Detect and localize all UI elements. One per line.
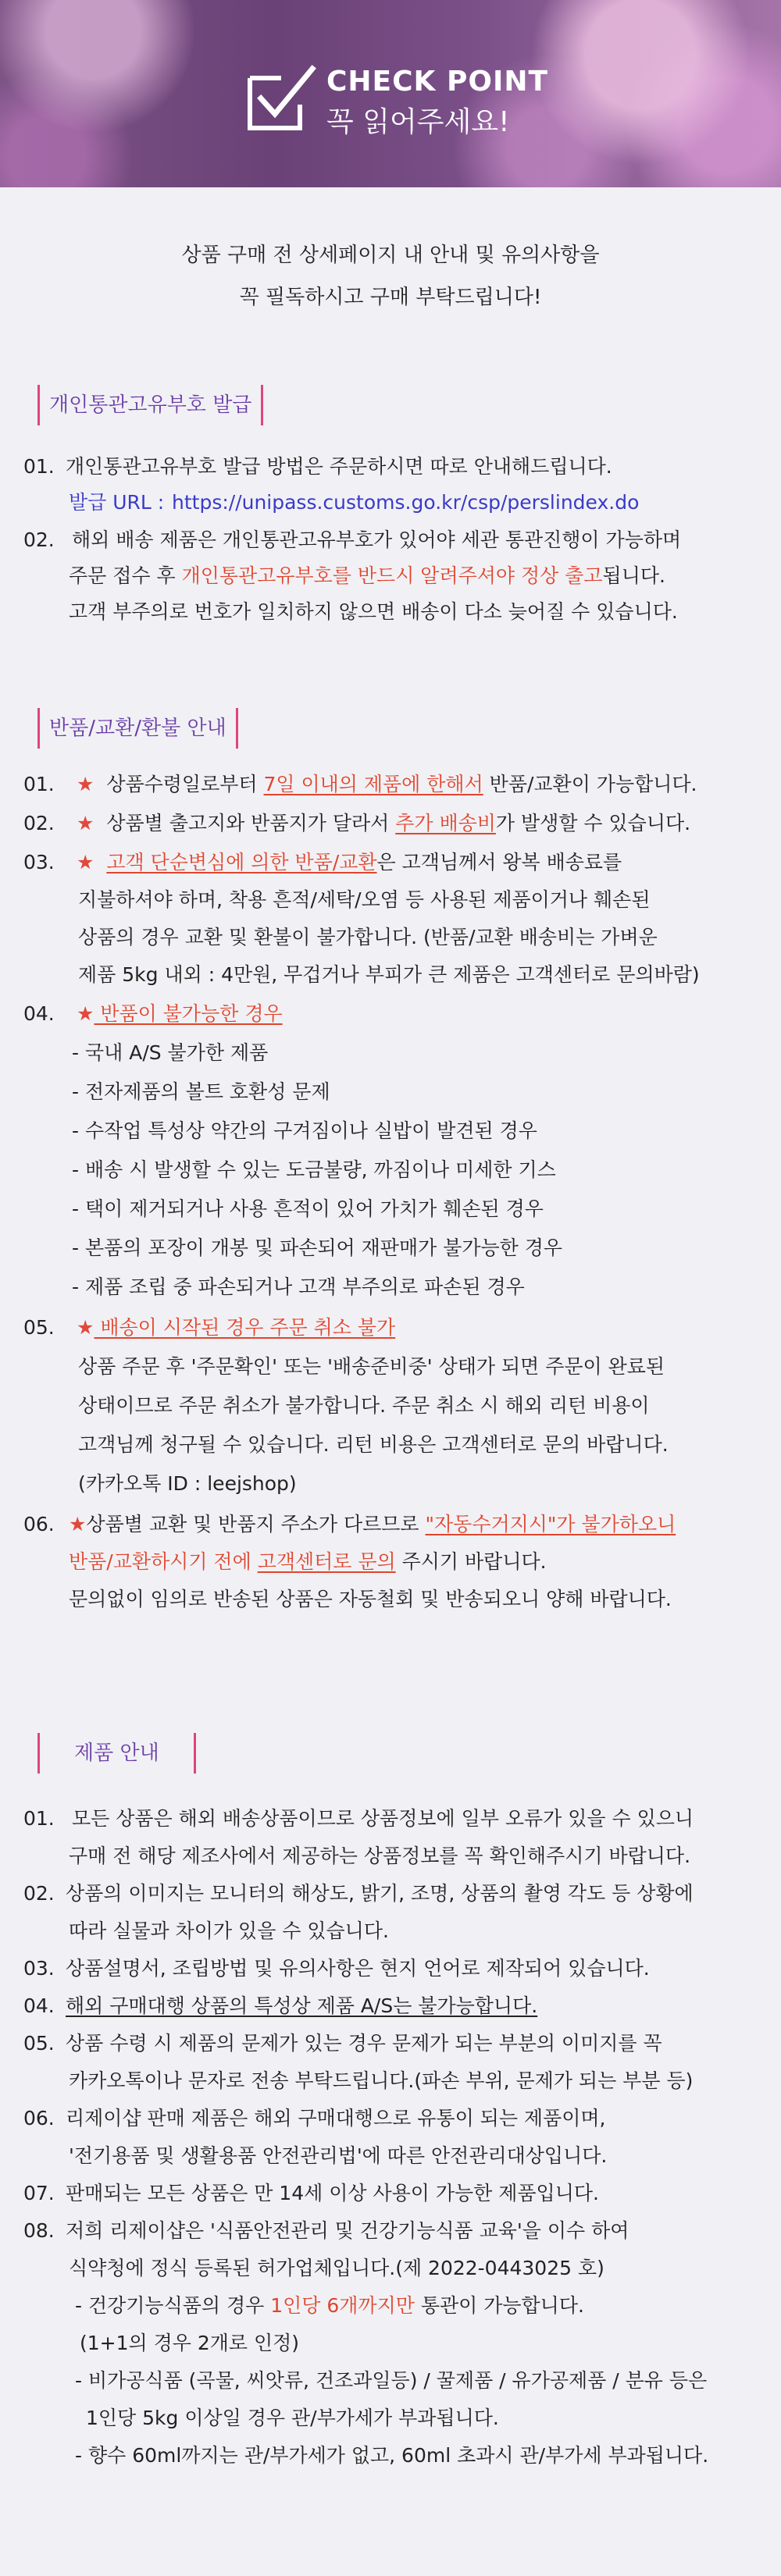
highlight-text: 반품이 불가능한 경우 xyxy=(94,1002,283,1025)
check-point-banner xyxy=(0,0,781,187)
intro-text xyxy=(0,234,781,318)
intro-line-1: 상품 구매 전 상세페이지 내 안내 및 유의사항을 xyxy=(181,244,600,267)
star-icon: ★ xyxy=(77,773,95,795)
section-title-customs-code: 개인통관고유부호 발급 xyxy=(37,385,263,425)
star-icon: ★ xyxy=(77,851,95,873)
star-icon: ★ xyxy=(77,1316,95,1339)
highlight-text: 배송이 시작된 경우 주문 취소 불가 xyxy=(94,1316,396,1339)
highlight-text: 고객 단순변심에 의한 반품/교환 xyxy=(106,851,377,873)
highlight-text: 추가 배송비 xyxy=(395,812,496,834)
banner-title: CHECK POINT xyxy=(326,66,549,98)
star-icon: ★ xyxy=(77,812,95,834)
section-title-product-info: 제품 안내 xyxy=(37,1733,196,1774)
highlight-text: 고객센터로 문의 xyxy=(257,1550,396,1573)
star-icon: ★ xyxy=(77,1002,95,1025)
star-icon: ★ xyxy=(69,1513,87,1535)
highlight-text: 개인통관고유부호를 반드시 알려주셔야 정상 출고 xyxy=(181,564,603,587)
kakao-id: (카카오톡 ID : leejshop) xyxy=(78,1472,297,1495)
highlight-text: "자동수거지시"가 불가하오니 xyxy=(425,1513,676,1535)
highlight-text: 7일 이내의 제품에 한해서 xyxy=(263,773,483,795)
unipass-link[interactable]: https://unipass.customs.go.kr/csp/perslindex.do xyxy=(172,491,640,514)
banner-subtitle: 꼭 읽어주세요! xyxy=(326,106,510,138)
checkbox-check-icon xyxy=(242,61,317,136)
url-label: 발급 URL : xyxy=(69,491,165,514)
no-as-notice: 해외 구매대행 상품의 특성상 제품 A/S는 불가능합니다. xyxy=(66,1994,538,2017)
highlight-text: 1인당 6개까지만 xyxy=(270,2294,415,2317)
section-title-returns: 반품/교환/환불 안내 xyxy=(37,708,238,749)
intro-line-2: 꼭 필독하시고 구매 부탁드립니다! xyxy=(239,286,542,309)
